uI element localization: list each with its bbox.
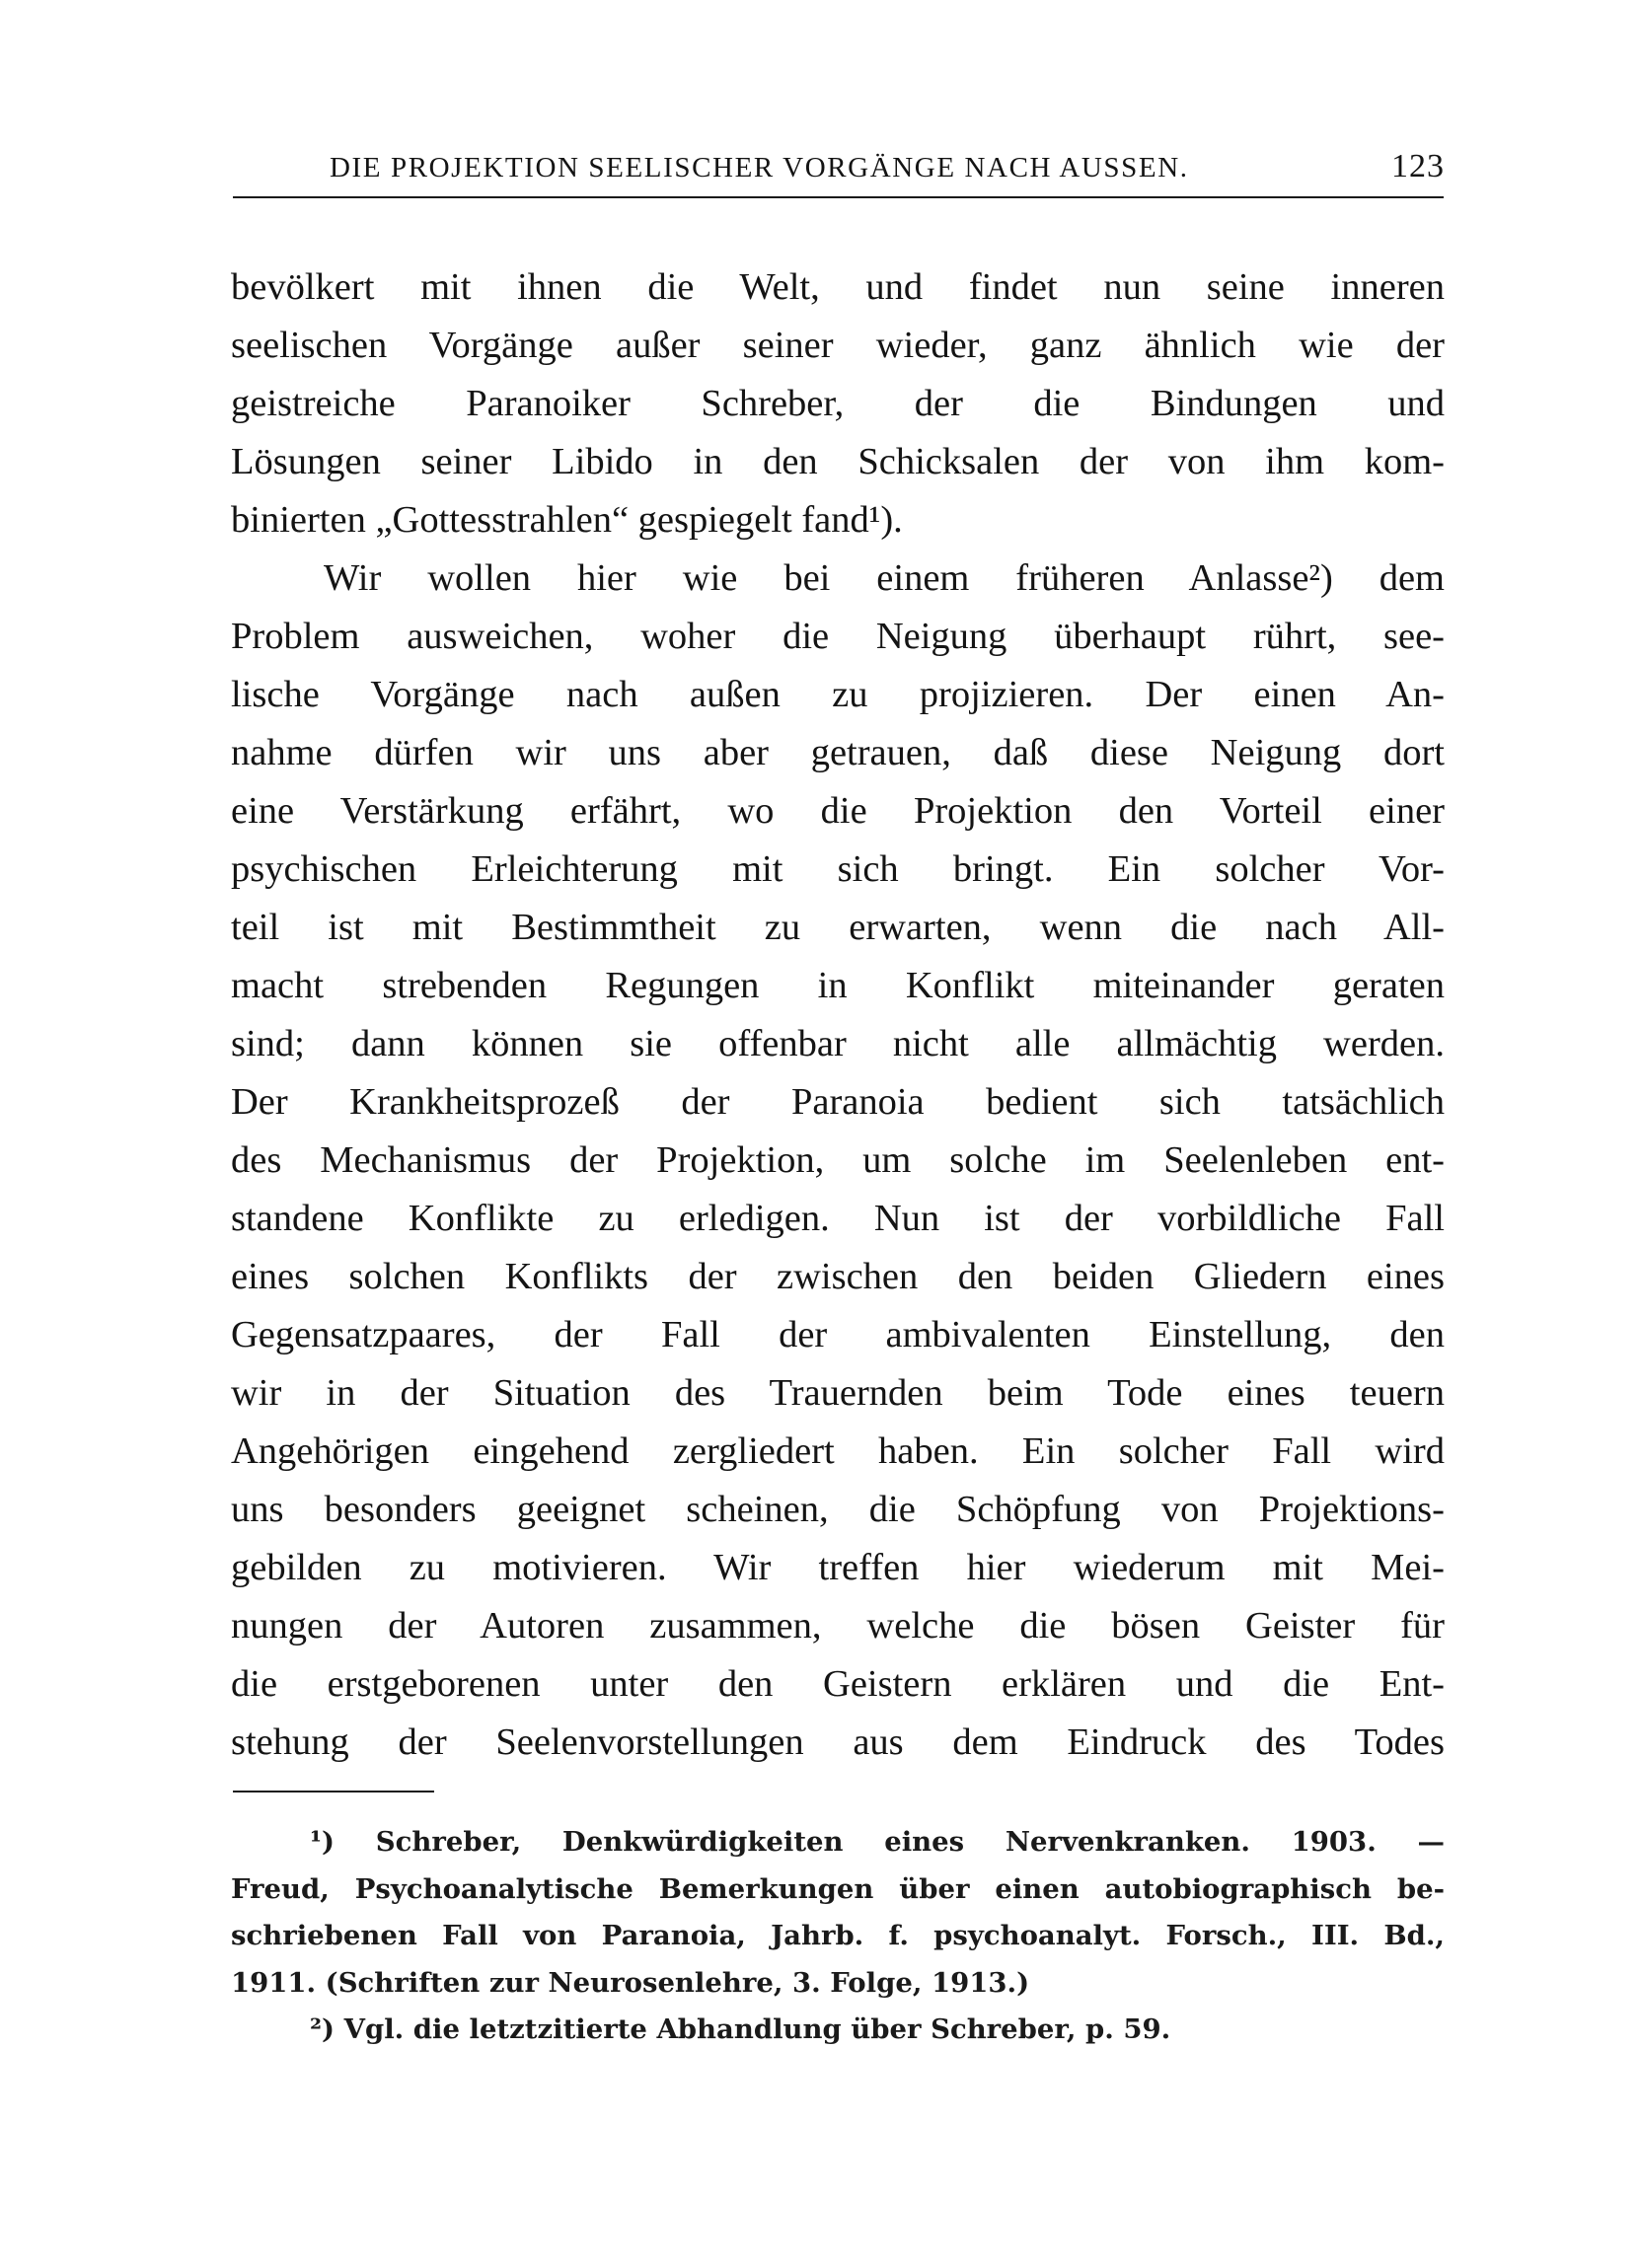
body-line: gebilden zu motivieren. Wir treffen hier wiederum mit Mei- — [231, 1547, 1445, 1588]
body-line: eine Verstärkung erfährt, wo die Projektion den Vorteil einer — [231, 790, 1445, 832]
footnote-line: schriebenen Fall von Paranoia, Jahrb. f. psychoanalyt. Forsch., III. Bd., — [231, 1920, 1445, 1951]
body-line: seelischen Vorgänge außer seiner wieder, ganz ähnlich wie der — [231, 325, 1445, 366]
body-line: Problem ausweichen, woher die Neigung überhaupt rührt, see- — [231, 616, 1445, 657]
footnote-line: ²) Vgl. die letztzitierte Abhandlung über Schreber, p. 59. — [310, 2013, 1171, 2045]
body-line: binierten „Gottesstrahlen“ gespiegelt fand¹). — [231, 499, 903, 541]
body-line: Wir wollen hier wie bei einem früheren Anlasse²) dem — [324, 557, 1445, 599]
body-line: des Mechanismus der Projektion, um solche im Seelenleben ent- — [231, 1139, 1445, 1181]
body-line: Der Krankheitsprozeß der Paranoia bedient sich tatsächlich — [231, 1081, 1445, 1123]
body-line: nungen der Autoren zusammen, welche die bösen Geister für — [231, 1605, 1445, 1646]
body-line: bevölkert mit ihnen die Welt, und findet nun seine inneren — [231, 266, 1445, 308]
body-line: psychischen Erleichterung mit sich bringt. Ein solcher Vor- — [231, 848, 1445, 890]
running-title: DIE PROJEKTION SEELISCHER VORGÄNGE NACH AUSSEN. — [330, 152, 1189, 183]
body-line: sind; dann können sie offenbar nicht alle allmächtig werden. — [231, 1023, 1445, 1064]
body-line: wir in der Situation des Trauernden beim Tode eines teuern — [231, 1372, 1445, 1414]
body-line: teil ist mit Bestimmtheit zu erwarten, wenn die nach All- — [231, 907, 1445, 948]
body-line: stehung der Seelenvorstellungen aus dem Eindruck des Todes — [231, 1721, 1445, 1763]
body-line: nahme dürfen wir uns aber getrauen, daß diese Neigung dort — [231, 732, 1445, 773]
body-line: lische Vorgänge nach außen zu projizieren. Der einen An- — [231, 674, 1445, 715]
body-line: eines solchen Konflikts der zwischen den beiden Gliedern eines — [231, 1256, 1445, 1297]
body-line: die erstgeborenen unter den Geistern erklären und die Ent- — [231, 1663, 1445, 1705]
body-line: geistreiche Paranoiker Schreber, der die Bindungen und — [231, 383, 1445, 424]
footnote-line: ¹) Schreber, Denkwürdigkeiten eines Nervenkranken. 1903. — — [310, 1826, 1445, 1858]
body-line: Angehörigen eingehend zergliedert haben. Ein solcher Fall wird — [231, 1430, 1445, 1472]
running-head — [231, 146, 1445, 195]
body-line: Lösungen seiner Libido in den Schicksalen der von ihm kom- — [231, 441, 1445, 482]
body-line: uns besonders geeignet scheinen, die Schöpfung von Projektions- — [231, 1489, 1445, 1530]
header-rule — [233, 196, 1444, 198]
footnotes — [231, 1819, 1445, 2054]
body-text — [231, 258, 1445, 1772]
footnote-line: 1911. (Schriften zur Neurosenlehre, 3. Folge, 1913.) — [231, 1966, 1030, 1999]
footnote-rule — [233, 1791, 434, 1792]
body-line: macht strebenden Regungen in Konflikt miteinander geraten — [231, 965, 1445, 1006]
body-line: standene Konflikte zu erledigen. Nun ist der vorbildliche Fall — [231, 1198, 1445, 1239]
page-number: 123 — [1391, 148, 1445, 184]
body-line: Gegensatzpaares, der Fall der ambivalenten Einstellung, den — [231, 1314, 1445, 1355]
footnote-line: Freud, Psychoanalytische Bemerkungen über einen autobiographisch be- — [231, 1872, 1445, 1905]
